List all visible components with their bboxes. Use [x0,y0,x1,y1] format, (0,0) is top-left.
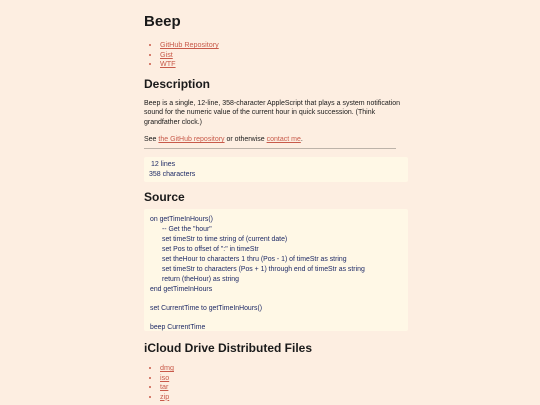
see-suffix: . [300,136,303,143]
wtf-link[interactable]: WTF [160,59,176,69]
stats-box [144,157,408,182]
code-line: beep CurrentTime [150,324,206,331]
contact-me-link[interactable]: contact me [266,136,301,143]
icloud-heading: iCloud Drive Distributed Files [144,341,313,355]
code-line: end getTimeInHours [150,286,213,293]
code-line: return (theHour) as string [162,276,239,283]
source-code-block [144,209,408,331]
list-item [160,59,219,69]
code-line: -- Get the "hour" [162,226,212,233]
source-heading: Source [144,190,185,204]
character-count: 358 characters [149,171,196,178]
page-title: Beep [144,13,181,30]
description-paragraph: Beep is a single, 12-line, 358-character AppleScript that plays a system notification sound for the numeric value of the current hour in quick succession. (Think grandfather clock.) [144,100,401,126]
dmg-link[interactable]: dmg [160,363,174,372]
gist-link[interactable]: Gist [160,49,173,59]
list-item [160,50,219,60]
code-line: set Pos to offset of ":" in timeStr [162,246,259,253]
iso-link[interactable]: iso [160,372,170,382]
code-line: set CurrentTime to getTimeInHours() [150,305,263,312]
github-repository-link[interactable]: GitHub Repository [160,40,219,49]
see-middle: or otherwise [224,136,267,143]
code-line: set timeStr to time string of (current date) [162,236,288,243]
github-repository-inline-link[interactable]: the GitHub repository [158,136,225,143]
list-item [160,40,219,50]
list-item [160,363,174,373]
list-item [160,392,174,402]
divider [144,148,396,149]
code-line: set timeStr to characters (Pos + 1) through end of timeStr as string [162,266,365,273]
project-links [144,40,219,69]
distributed-files-list [144,363,174,401]
code-line: set theHour to characters 1 thru (Pos - 1) of timeStr as string [162,256,347,263]
line-count: 12 lines [151,161,176,168]
see-paragraph [144,135,409,144]
code-line: on getTimeInHours() [150,216,213,223]
list-item [160,382,174,392]
see-prefix: See [144,136,159,143]
tar-link[interactable]: tar [160,382,169,392]
description-heading: Description [144,77,211,91]
list-item [160,373,174,383]
zip-link[interactable]: zip [160,391,170,401]
